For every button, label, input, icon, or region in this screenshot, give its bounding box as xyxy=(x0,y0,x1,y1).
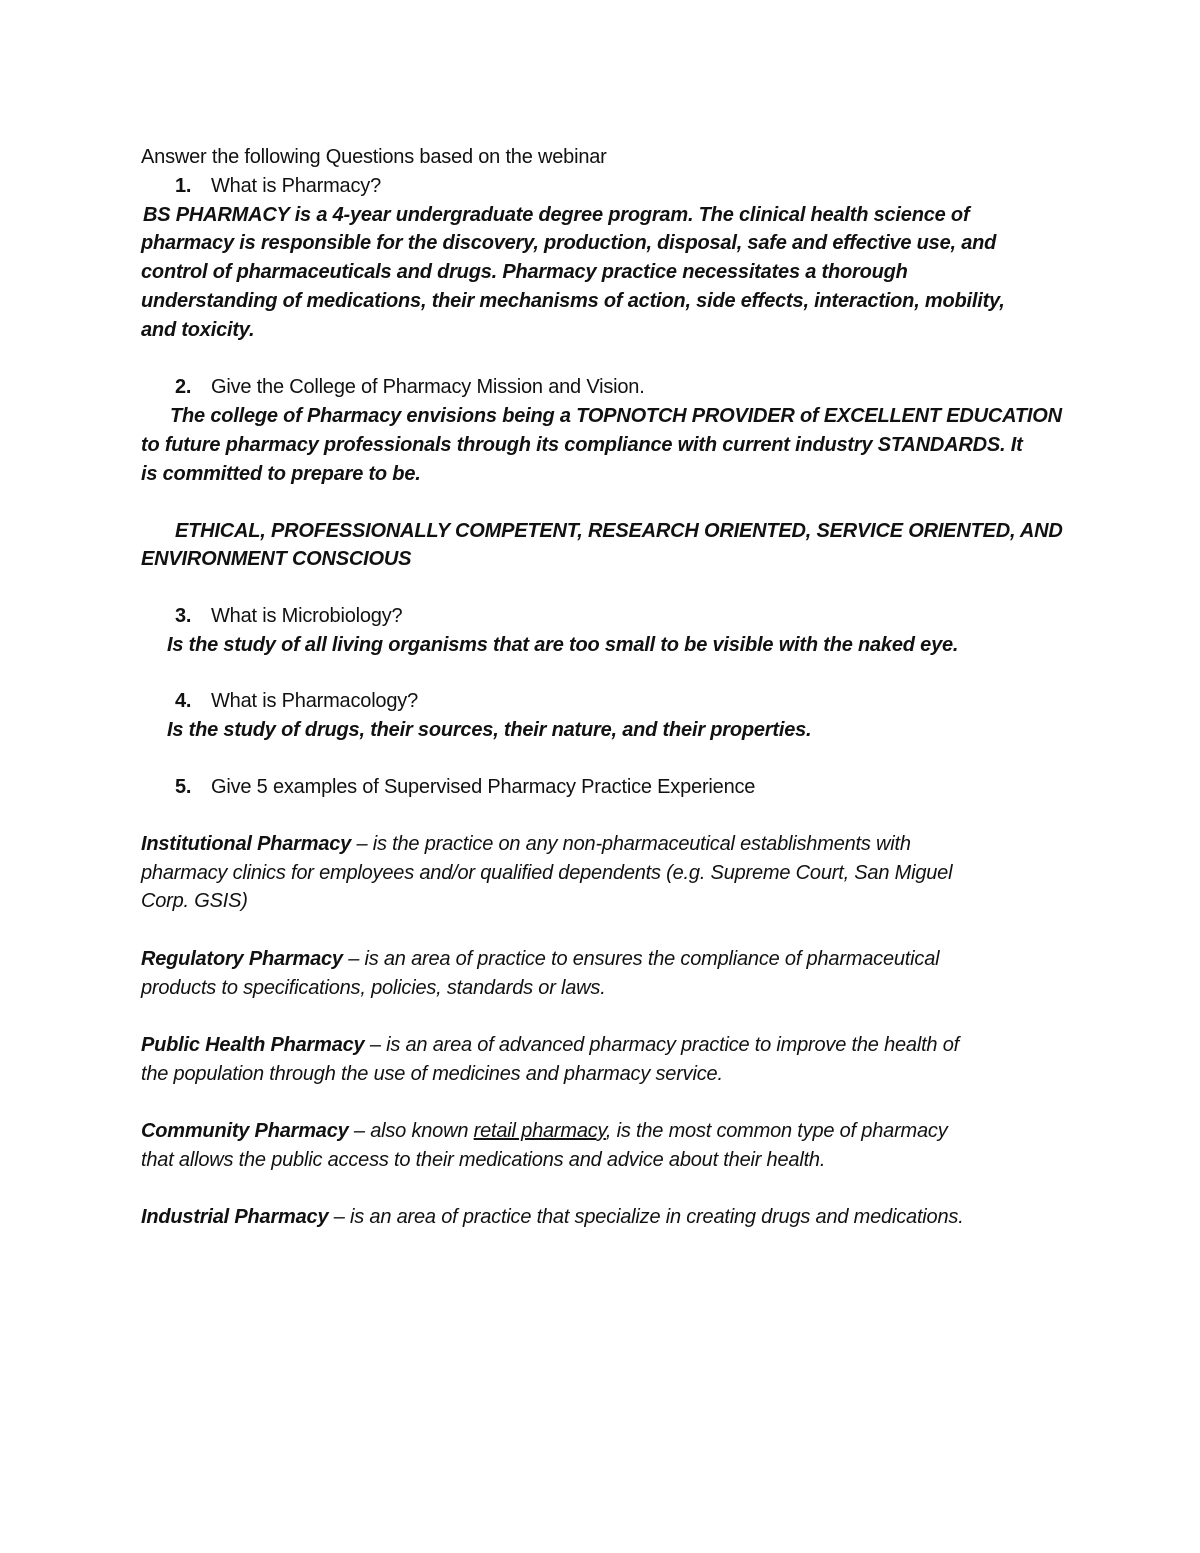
question-text: Give the College of Pharmacy Mission and Vision. xyxy=(211,376,645,398)
example-industrial-line-1 xyxy=(141,1203,964,1231)
question-number: 4. xyxy=(175,690,192,712)
retail-pharmacy-link[interactable]: retail pharmacy xyxy=(473,1120,606,1142)
example-definition: – is an area of practice that specialize in creating drugs and medications. xyxy=(328,1206,964,1228)
example-term: Institutional Pharmacy xyxy=(141,833,352,855)
example-public-health-line-2: the population through the use of medicines and pharmacy service. xyxy=(141,1063,723,1085)
answer-2-line-1: The college of Pharmacy envisions being a TOPNOTCH PROVIDER of EXCELLENT EDUCATION xyxy=(170,405,1062,427)
example-community-line-2: that allows the public access to their medications and advice about their health. xyxy=(141,1149,826,1171)
question-number: 2. xyxy=(175,376,192,398)
example-definition: – is an area of advanced pharmacy practice to improve the health of xyxy=(364,1034,959,1056)
example-term: Community Pharmacy xyxy=(141,1120,349,1142)
answer-1-line-2: pharmacy is responsible for the discovery, production, disposal, safe and effective use, and xyxy=(141,232,997,254)
example-term: Public Health Pharmacy xyxy=(141,1034,365,1056)
question-number: 3. xyxy=(175,605,192,627)
answer-text: BS PHARMACY is a 4-year undergraduate degree program. The clinical health science of xyxy=(143,204,970,226)
example-definition: – also known xyxy=(348,1120,474,1142)
example-community-line-1 xyxy=(141,1117,948,1145)
question-4 xyxy=(175,687,418,715)
answer-3-line-1: Is the study of all living organisms that are too small to be visible with the naked eye. xyxy=(167,634,959,656)
question-text: What is Pharmacology? xyxy=(211,690,419,712)
answer-1-line-4: understanding of medications, their mechanisms of action, side effects, interaction, mobility, xyxy=(141,290,1005,312)
answer-2-values-line-1: ETHICAL, PROFESSIONALLY COMPETENT, RESEARCH ORIENTED, SERVICE ORIENTED, AND xyxy=(175,520,1063,542)
question-text: What is Microbiology? xyxy=(211,605,403,627)
answer-1-line-3: control of pharmaceuticals and drugs. Pharmacy practice necessitates a thorough xyxy=(141,261,908,283)
question-text: What is Pharmacy? xyxy=(211,175,381,197)
answer-1-line-5: and toxicity. xyxy=(141,319,255,341)
answer-2-values-line-2: ENVIRONMENT CONSCIOUS xyxy=(141,548,412,570)
question-1 xyxy=(175,172,381,200)
example-definition: – is the practice on any non-pharmaceutical establishments with xyxy=(351,833,911,855)
answer-2-line-2: to future pharmacy professionals through its compliance with current industry STANDARDS. It xyxy=(141,434,1023,456)
example-institutional-line-2: pharmacy clinics for employees and/or qualified dependents (e.g. Supreme Court, San Miguel xyxy=(141,862,953,884)
question-2 xyxy=(175,373,645,401)
answer-4-line-1: Is the study of drugs, their sources, their nature, and their properties. xyxy=(167,719,812,741)
example-term: Regulatory Pharmacy xyxy=(141,948,343,970)
answer-2-line-3: is committed to prepare to be. xyxy=(141,463,421,485)
answer-1-line-1 xyxy=(143,201,969,229)
example-regulatory-line-1 xyxy=(141,945,939,973)
example-definition-continued: , is the most common type of pharmacy xyxy=(605,1120,948,1142)
question-text: Give 5 examples of Supervised Pharmacy Practice Experience xyxy=(211,776,756,798)
question-3 xyxy=(175,602,402,630)
example-institutional-line-3: Corp. GSIS) xyxy=(141,890,248,912)
example-term: Industrial Pharmacy xyxy=(141,1206,329,1228)
example-institutional-line-1 xyxy=(141,830,911,858)
example-definition: – is an area of practice to ensures the compliance of pharmaceutical xyxy=(342,948,940,970)
question-number: 5. xyxy=(175,776,192,798)
example-public-health-line-1 xyxy=(141,1031,959,1059)
example-regulatory-line-2: products to specifications, policies, standards or laws. xyxy=(141,977,606,999)
question-5 xyxy=(175,773,755,801)
question-number: 1. xyxy=(175,175,192,197)
intro-text: Answer the following Questions based on the webinar xyxy=(141,146,607,168)
